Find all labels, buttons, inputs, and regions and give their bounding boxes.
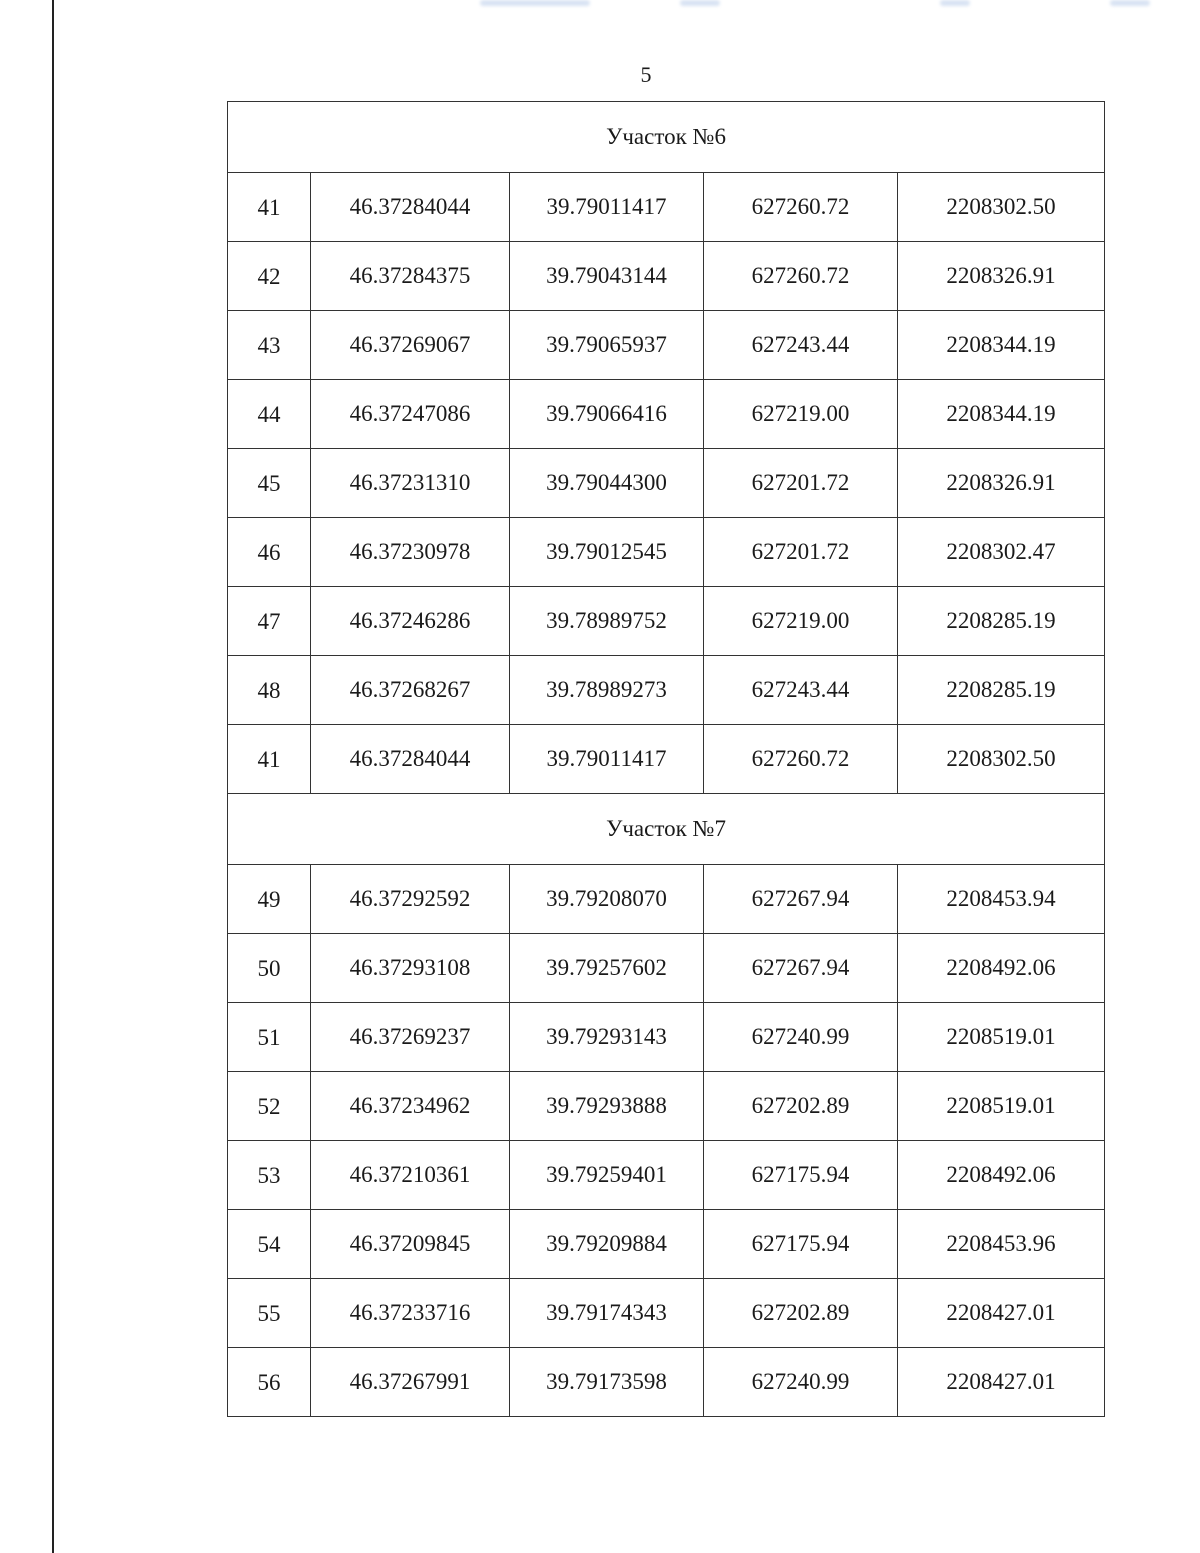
latitude-cell: 46.37246286: [311, 587, 510, 656]
x-coordinate-cell: 627175.94: [704, 1141, 898, 1210]
point-number: 56: [257, 1370, 281, 1395]
y-coordinate-cell: 2208427.01: [898, 1279, 1105, 1348]
y-coordinate-cell: 2208453.96: [898, 1210, 1105, 1279]
point-number: 43: [257, 333, 281, 358]
coordinates-table: [227, 101, 1105, 1417]
y-coordinate-cell: 2208492.06: [898, 1141, 1105, 1210]
point-number-cell: [228, 725, 311, 794]
section-title: Участок №7: [228, 794, 1105, 865]
table-row: [228, 1072, 1105, 1141]
table-row: [228, 865, 1105, 934]
point-number: 42: [257, 264, 281, 289]
scan-artifact: [480, 0, 590, 6]
longitude-cell: 39.78989273: [510, 656, 704, 725]
longitude-cell: 39.79174343: [510, 1279, 704, 1348]
page-edge-line: [52, 0, 54, 1553]
latitude-cell: 46.37269067: [311, 311, 510, 380]
latitude-cell: 46.37247086: [311, 380, 510, 449]
point-number-cell: [228, 173, 311, 242]
point-number-cell: [228, 865, 311, 934]
point-number: 48: [257, 678, 281, 703]
y-coordinate-cell: 2208427.01: [898, 1348, 1105, 1417]
latitude-cell: 46.37284044: [311, 725, 510, 794]
y-coordinate-cell: 2208302.50: [898, 725, 1105, 794]
point-number: 47: [257, 609, 281, 634]
point-number: 46: [257, 540, 281, 565]
x-coordinate-cell: 627240.99: [704, 1348, 898, 1417]
x-coordinate-cell: 627260.72: [704, 242, 898, 311]
table-row: [228, 1003, 1105, 1072]
table-row: [228, 311, 1105, 380]
longitude-cell: 39.79066416: [510, 380, 704, 449]
latitude-cell: 46.37284044: [311, 173, 510, 242]
point-number-cell: [228, 934, 311, 1003]
x-coordinate-cell: 627267.94: [704, 934, 898, 1003]
table-row: [228, 1279, 1105, 1348]
table-row: [228, 1210, 1105, 1279]
latitude-cell: 46.37292592: [311, 865, 510, 934]
x-coordinate-cell: 627219.00: [704, 380, 898, 449]
point-number-cell: [228, 1279, 311, 1348]
y-coordinate-cell: 2208519.01: [898, 1072, 1105, 1141]
point-number: 52: [257, 1094, 281, 1119]
x-coordinate-cell: 627202.89: [704, 1072, 898, 1141]
point-number: 50: [257, 956, 281, 981]
table-row: [228, 725, 1105, 794]
table-row: [228, 518, 1105, 587]
x-coordinate-cell: 627202.89: [704, 1279, 898, 1348]
y-coordinate-cell: 2208492.06: [898, 934, 1105, 1003]
point-number-cell: [228, 1072, 311, 1141]
y-coordinate-cell: 2208453.94: [898, 865, 1105, 934]
x-coordinate-cell: 627267.94: [704, 865, 898, 934]
point-number-cell: [228, 1003, 311, 1072]
point-number: 49: [257, 887, 281, 912]
table-row: [228, 242, 1105, 311]
table-row: [228, 1141, 1105, 1210]
longitude-cell: 39.79209884: [510, 1210, 704, 1279]
y-coordinate-cell: 2208285.19: [898, 587, 1105, 656]
table-row: [228, 173, 1105, 242]
section-header-row: [228, 102, 1105, 173]
table-row: [228, 587, 1105, 656]
coordinates-table-body: [228, 102, 1105, 1417]
point-number-cell: [228, 242, 311, 311]
scan-artifact: [940, 0, 970, 6]
section-header-row: [228, 794, 1105, 865]
scan-artifact: [680, 0, 720, 6]
latitude-cell: 46.37284375: [311, 242, 510, 311]
point-number-cell: [228, 380, 311, 449]
longitude-cell: 39.78989752: [510, 587, 704, 656]
longitude-cell: 39.79011417: [510, 725, 704, 794]
x-coordinate-cell: 627240.99: [704, 1003, 898, 1072]
x-coordinate-cell: 627243.44: [704, 656, 898, 725]
longitude-cell: 39.79044300: [510, 449, 704, 518]
point-number-cell: [228, 449, 311, 518]
longitude-cell: 39.79293888: [510, 1072, 704, 1141]
y-coordinate-cell: 2208302.50: [898, 173, 1105, 242]
longitude-cell: 39.79208070: [510, 865, 704, 934]
longitude-cell: 39.79257602: [510, 934, 704, 1003]
longitude-cell: 39.79011417: [510, 173, 704, 242]
latitude-cell: 46.37209845: [311, 1210, 510, 1279]
point-number: 54: [257, 1232, 281, 1257]
latitude-cell: 46.37268267: [311, 656, 510, 725]
point-number: 44: [257, 402, 281, 427]
page-number: 5: [640, 62, 652, 87]
y-coordinate-cell: 2208519.01: [898, 1003, 1105, 1072]
x-coordinate-cell: 627219.00: [704, 587, 898, 656]
table-row: [228, 1348, 1105, 1417]
longitude-cell: 39.79173598: [510, 1348, 704, 1417]
scan-artifact: [1110, 0, 1150, 6]
longitude-cell: 39.79012545: [510, 518, 704, 587]
latitude-cell: 46.37234962: [311, 1072, 510, 1141]
x-coordinate-cell: 627201.72: [704, 449, 898, 518]
point-number-cell: [228, 311, 311, 380]
point-number-cell: [228, 1141, 311, 1210]
y-coordinate-cell: 2208326.91: [898, 242, 1105, 311]
point-number: 41: [257, 195, 281, 220]
latitude-cell: 46.37231310: [311, 449, 510, 518]
point-number-cell: [228, 656, 311, 725]
longitude-cell: 39.79065937: [510, 311, 704, 380]
longitude-cell: 39.79259401: [510, 1141, 704, 1210]
point-number-cell: [228, 1210, 311, 1279]
point-number: 41: [257, 747, 281, 772]
point-number-cell: [228, 1348, 311, 1417]
point-number-cell: [228, 587, 311, 656]
x-coordinate-cell: 627260.72: [704, 173, 898, 242]
latitude-cell: 46.37269237: [311, 1003, 510, 1072]
table-row: [228, 656, 1105, 725]
latitude-cell: 46.37230978: [311, 518, 510, 587]
latitude-cell: 46.37267991: [311, 1348, 510, 1417]
x-coordinate-cell: 627175.94: [704, 1210, 898, 1279]
x-coordinate-cell: 627201.72: [704, 518, 898, 587]
table-row: [228, 449, 1105, 518]
longitude-cell: 39.79043144: [510, 242, 704, 311]
y-coordinate-cell: 2208344.19: [898, 380, 1105, 449]
x-coordinate-cell: 627243.44: [704, 311, 898, 380]
point-number: 45: [257, 471, 281, 496]
section-title: Участок №6: [228, 102, 1105, 173]
latitude-cell: 46.37210361: [311, 1141, 510, 1210]
y-coordinate-cell: 2208285.19: [898, 656, 1105, 725]
table-row: [228, 380, 1105, 449]
longitude-cell: 39.79293143: [510, 1003, 704, 1072]
point-number-cell: [228, 518, 311, 587]
point-number: 51: [257, 1025, 281, 1050]
point-number: 55: [257, 1301, 281, 1326]
x-coordinate-cell: 627260.72: [704, 725, 898, 794]
y-coordinate-cell: 2208344.19: [898, 311, 1105, 380]
point-number: 53: [257, 1163, 281, 1188]
y-coordinate-cell: 2208326.91: [898, 449, 1105, 518]
latitude-cell: 46.37293108: [311, 934, 510, 1003]
table-row: [228, 934, 1105, 1003]
y-coordinate-cell: 2208302.47: [898, 518, 1105, 587]
latitude-cell: 46.37233716: [311, 1279, 510, 1348]
